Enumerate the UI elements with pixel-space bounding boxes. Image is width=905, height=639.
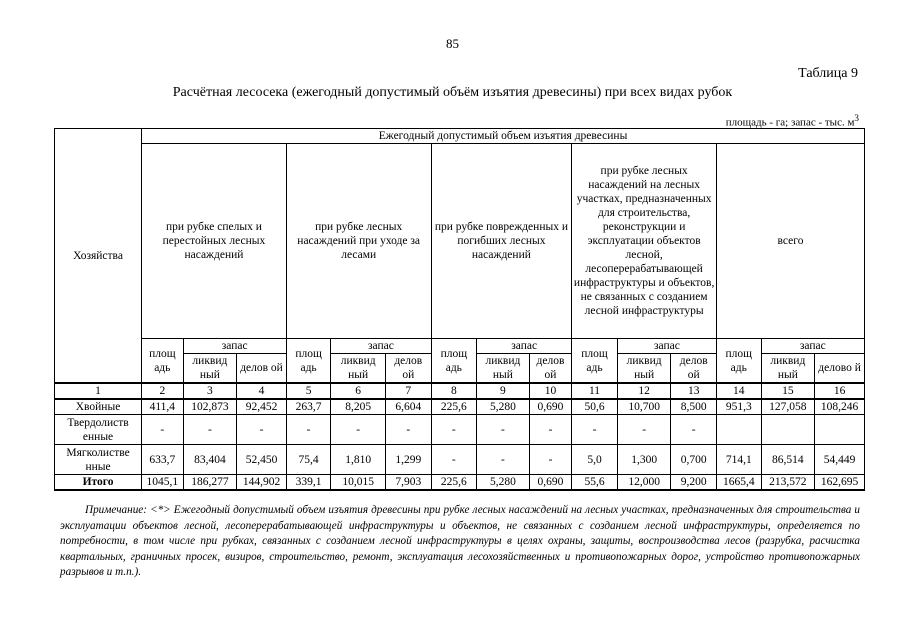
table-cell: -: [477, 445, 530, 475]
table-cell: -: [671, 415, 717, 445]
table-cell: 12,000: [617, 475, 671, 491]
table-cell: [761, 415, 815, 445]
table-cell: -: [183, 415, 237, 445]
header-farms: Хозяйства: [55, 129, 142, 384]
header-liquid: ликвид ный: [183, 354, 237, 384]
table-cell: 102,873: [183, 399, 237, 415]
felling-table: [54, 128, 865, 491]
row-label: Хвойные: [55, 399, 142, 415]
table-cell: 83,404: [183, 445, 237, 475]
table-cell: 52,450: [237, 445, 287, 475]
table-cell: 55,6: [572, 475, 618, 491]
table-cell: 633,7: [142, 445, 184, 475]
column-number: 8: [431, 383, 477, 399]
table-title: Расчётная лесосека (ежегодный допустимый объём изъятия древесины) при всех видах рубок: [172, 85, 733, 100]
table-row-total: [55, 475, 865, 491]
table-cell: 213,572: [761, 475, 815, 491]
table-cell: -: [286, 415, 331, 445]
row-label: Мягколистве нные: [55, 445, 142, 475]
header-business: делов ой: [671, 354, 717, 384]
table-cell: 75,4: [286, 445, 331, 475]
header-group-care: при рубке лесных насаждений при уходе за лесами: [286, 144, 431, 339]
header-liquid: ликвид ный: [477, 354, 530, 384]
units-text: площадь - га; запас - тыс. м: [725, 116, 855, 129]
table-cell: -: [431, 415, 477, 445]
header-annual: Ежегодный допустимый объем изъятия древесины: [142, 129, 865, 144]
header-area: площ адь: [431, 339, 477, 384]
table-cell: 339,1: [286, 475, 331, 491]
column-number: 3: [183, 383, 237, 399]
row-label: Твердолиств енные: [55, 415, 142, 445]
units-note: [726, 113, 859, 129]
table-cell: 92,452: [237, 399, 287, 415]
header-business: делов ой: [237, 354, 287, 384]
column-number: 14: [717, 383, 762, 399]
table-cell: 951,3: [717, 399, 762, 415]
table-cell: 10,700: [617, 399, 671, 415]
header-stock: запас: [617, 339, 716, 354]
column-number: 9: [477, 383, 530, 399]
table-cell: [717, 415, 762, 445]
header-stock: запас: [183, 339, 286, 354]
table-cell: 5,280: [477, 475, 530, 491]
table-cell: 0,690: [529, 399, 572, 415]
table-cell: 0,690: [529, 475, 572, 491]
header-business: делов ой: [386, 354, 432, 384]
table-cell: 9,200: [671, 475, 717, 491]
table-cell: 10,015: [331, 475, 386, 491]
header-area: площ адь: [572, 339, 618, 384]
table-row-coniferous: [55, 399, 865, 415]
table-cell: 8,500: [671, 399, 717, 415]
column-number: 2: [142, 383, 184, 399]
column-number-row: [55, 383, 865, 399]
table-cell: -: [617, 415, 671, 445]
table-cell: 5,0: [572, 445, 618, 475]
column-number: 5: [286, 383, 331, 399]
column-number: 6: [331, 383, 386, 399]
table-cell: 50,6: [572, 399, 618, 415]
table-cell: 1045,1: [142, 475, 184, 491]
table-cell: 0,700: [671, 445, 717, 475]
header-business: делов ой: [529, 354, 572, 384]
table-cell: 714,1: [717, 445, 762, 475]
header-area: площ адь: [142, 339, 184, 384]
table-cell: -: [237, 415, 287, 445]
table-cell: 263,7: [286, 399, 331, 415]
table-row-hardwood: [55, 415, 865, 445]
table-cell: -: [142, 415, 184, 445]
header-group-damaged: при рубке поврежденных и погибших лесных насаждений: [431, 144, 572, 339]
header-liquid: ликвид ный: [331, 354, 386, 384]
table-cell: -: [431, 445, 477, 475]
header-area: площ адь: [286, 339, 331, 384]
header-stock: запас: [761, 339, 864, 354]
table-cell: -: [477, 415, 530, 445]
table-cell: 1,299: [386, 445, 432, 475]
page-number: 85: [446, 36, 459, 51]
table-cell: -: [331, 415, 386, 445]
table-cell: 186,277: [183, 475, 237, 491]
header-business: делово й: [815, 354, 865, 384]
units-sup: 3: [854, 113, 859, 123]
table-cell: 54,449: [815, 445, 865, 475]
table-cell: 144,902: [237, 475, 287, 491]
column-number: 11: [572, 383, 618, 399]
table-cell: -: [529, 445, 572, 475]
table-cell: 108,246: [815, 399, 865, 415]
row-label: Итого: [55, 475, 142, 491]
header-group-infrastructure: при рубке лесных насаждений на лесных участках, предназначенных для строительства, реконструкции и эксплуатации объектов лесной, лесоперерабатывающей инфраструктуры и объектов, не связанных с созданием лесной инфраструктуры: [572, 144, 717, 339]
header-group-total: всего: [717, 144, 865, 339]
column-number: 10: [529, 383, 572, 399]
table-cell: 86,514: [761, 445, 815, 475]
header-liquid: ликвид ный: [617, 354, 671, 384]
table-cell: -: [529, 415, 572, 445]
header-liquid: ликвид ный: [761, 354, 815, 384]
table-cell: -: [572, 415, 618, 445]
column-number: 1: [55, 383, 142, 399]
table-cell: 7,903: [386, 475, 432, 491]
table-cell: 162,695: [815, 475, 865, 491]
column-number: 15: [761, 383, 815, 399]
table-row-softwood: [55, 445, 865, 475]
table-cell: 1,810: [331, 445, 386, 475]
table-cell: 225,6: [431, 475, 477, 491]
table-number: Таблица 9: [798, 66, 858, 81]
table-cell: 225,6: [431, 399, 477, 415]
column-number: 16: [815, 383, 865, 399]
table-cell: 1665,4: [717, 475, 762, 491]
table-cell: -: [386, 415, 432, 445]
header-stock: запас: [331, 339, 431, 354]
column-number: 13: [671, 383, 717, 399]
column-number: 4: [237, 383, 287, 399]
header-group-mature: при рубке спелых и перестойных лесных насаждений: [142, 144, 287, 339]
table-cell: [815, 415, 865, 445]
table-cell: 411,4: [142, 399, 184, 415]
column-number: 12: [617, 383, 671, 399]
table-cell: 1,300: [617, 445, 671, 475]
table-cell: 8,205: [331, 399, 386, 415]
header-stock: запас: [477, 339, 572, 354]
table-cell: 127,058: [761, 399, 815, 415]
table-cell: 6,604: [386, 399, 432, 415]
footnote: Примечание: <*> Ежегодный допустимый объем изъятия древесины при рубке лесных насаждений на лесных участках, предназначенных для строительства и эксплуатации объектов лесной, лесоперерабатывающей инфраструктуры и объектов, не связанных с созданием лесной инфраструктуры, определяется по потребности, в том числе при рубках, связанных с созданием лесной инфраструктуры в целях охраны, защиты, воспроизводства лесов (разрубка, расчистка квартальных, граничных просек, визиров, строительство, ремонт, эксплуатация лесохозяйственных и противопожарных дорог, устройство противопожарных разрывов и т.п.).: [60, 504, 860, 578]
column-number: 7: [386, 383, 432, 399]
table-cell: 5,280: [477, 399, 530, 415]
header-area: площ адь: [717, 339, 762, 384]
